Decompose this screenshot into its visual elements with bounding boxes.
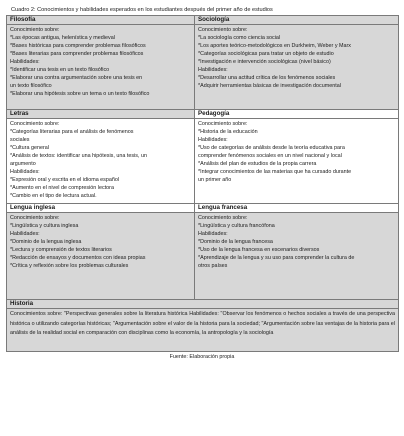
text-line: *Adquirir herramientas básicas de investigación documental bbox=[198, 83, 341, 89]
text-line: Habilidades: bbox=[198, 137, 228, 143]
text-line: *Bases históricas para comprender problemas filosóficos bbox=[10, 43, 146, 49]
text-line: *Cambio en el tipo de lectura actual. bbox=[10, 193, 97, 199]
section-title: Lengua francesa bbox=[195, 204, 398, 213]
text-line: Conocimiento sobre: bbox=[10, 27, 60, 33]
cell-filosofia bbox=[7, 16, 195, 110]
section-title: Filosofía bbox=[7, 16, 194, 25]
text-line: *Uso de categorías de análisis desde la teoría educativa para bbox=[198, 145, 345, 151]
table-row bbox=[7, 110, 399, 204]
source-note: Fuente: Elaboración propia bbox=[169, 354, 235, 360]
text-line: *Cultura general bbox=[10, 145, 49, 151]
text-line: Habilidades: bbox=[10, 169, 40, 175]
text-line: comprender fenómenos sociales en un nivel nacional y local bbox=[198, 153, 342, 159]
text-line: Conocimiento sobre: bbox=[10, 121, 60, 127]
text-line: *Los aportes teórico-metodológicos en Durkheim, Weber y Marx bbox=[198, 43, 352, 49]
text-line: *Uso de la lengua francesa en escenarios diversos bbox=[198, 247, 320, 253]
table-caption: Cuadro 2: Conocimientos y habilidades esperados en los estudiantes después del primer año de estudios bbox=[11, 7, 273, 13]
section-title: Sociología bbox=[195, 16, 398, 25]
section-title: Pedagogía bbox=[195, 110, 398, 119]
section-body bbox=[195, 213, 398, 299]
table-row bbox=[7, 204, 399, 300]
table-row bbox=[7, 300, 399, 352]
cell-inglesa bbox=[7, 204, 195, 300]
text-line: *Redacción de ensayos y documentos con ideas propias bbox=[10, 255, 146, 261]
text-line: Habilidades: bbox=[198, 67, 228, 73]
text-line: *Dominio de la lengua inglesa bbox=[10, 239, 82, 245]
text-line: *Elaborar una contra argumentación sobre una tesis en bbox=[10, 75, 143, 81]
text-line: *Investigación e intervención sociológicas (nivel básico) bbox=[198, 59, 331, 65]
text-line: *Lectura y comprensión de textos literarios bbox=[10, 247, 112, 253]
table-row bbox=[7, 16, 399, 110]
text-line: un primer año bbox=[198, 177, 232, 183]
text-line: argumento bbox=[10, 161, 36, 167]
text-line: *La sociología como ciencia social bbox=[198, 35, 281, 41]
text-line: *Historia de la educación bbox=[198, 129, 258, 135]
cell-sociologia bbox=[195, 16, 399, 110]
text-line: *Bases literarias para comprender problemas filosóficos bbox=[10, 51, 144, 57]
text-line: *Integrar conocimientos de las materias que ha cursado durante bbox=[198, 169, 352, 175]
text-line: *Categorías literarias para el análisis de fenómenos bbox=[10, 129, 134, 135]
text-line: Habilidades: bbox=[10, 231, 40, 237]
section-body bbox=[195, 25, 398, 109]
text-line: *Elaborar una hipótesis sobre un tema o un texto filosófico bbox=[10, 91, 150, 97]
text-line: Conocimiento sobre: bbox=[198, 27, 248, 33]
text-line: *Desarrollar una actitud crítica de los fenómenos sociales bbox=[198, 75, 336, 81]
text-line: Conocimiento sobre: bbox=[198, 215, 248, 221]
text-line: Habilidades: bbox=[198, 231, 228, 237]
text-line: Conocimiento sobre: bbox=[198, 121, 248, 127]
section-body bbox=[195, 119, 398, 203]
section-title: Letras bbox=[7, 110, 194, 119]
text-line: un texto filosófico bbox=[10, 83, 52, 89]
skills-table bbox=[6, 15, 399, 352]
text-line: *Identificar una tesis en un texto filosófico bbox=[10, 67, 110, 73]
text-line: *Análisis del plan de estudios de la propia carrera bbox=[198, 161, 317, 167]
section-title: Historia bbox=[7, 300, 398, 309]
cell-francesa bbox=[195, 204, 399, 300]
section-title: Lengua inglesa bbox=[7, 204, 194, 213]
text-line: *Análisis de textos: identificar una hipótesis, una tesis, un bbox=[10, 153, 147, 159]
text-line: *Lingüística y cultura francófona bbox=[198, 223, 275, 229]
section-body bbox=[7, 119, 194, 203]
text-line: *Aumento en el nivel de compresión lectora bbox=[10, 185, 114, 191]
text-line: sociales bbox=[10, 137, 30, 143]
text-line: *Lingüística y cultura inglesa bbox=[10, 223, 79, 229]
text-line: *Aprendizaje de la lengua y su uso para comprender la cultura de bbox=[198, 255, 355, 261]
cell-pedagogia bbox=[195, 110, 399, 204]
text-line: *Expresión oral y escrita en el idioma español bbox=[10, 177, 120, 183]
text-line: Habilidades: bbox=[10, 59, 40, 65]
text-line: *Crítica y reflexión sobre los problemas culturales bbox=[10, 263, 129, 269]
section-body bbox=[7, 25, 194, 109]
text-line: *Las épocas antigua, helenística y medieval bbox=[10, 35, 115, 41]
text-line: *Dominio de la lengua francesa bbox=[198, 239, 273, 245]
text-line: Conocimiento sobre: bbox=[10, 215, 60, 221]
section-body bbox=[7, 213, 194, 299]
cell-letras bbox=[7, 110, 195, 204]
section-body: Conocimientos sobre: "Perspectivas generales sobre la literatura histórica Habilidades: "Observar los fenómenos o hechos sociales a través de una perspectiva histórica o utilizando categorías históricas; "Argumentación sobre el valor de la historia para la sociedad; "Argumentación sobre las ventajas de la historia para el análisis de la realidad social en comparación con disciplinas como la economía, la antropología y la sociología bbox=[7, 309, 398, 351]
text-line: otros países bbox=[198, 263, 228, 269]
cell-historia bbox=[7, 300, 399, 352]
text-line: *Categorías sociológicas para tratar un objeto de estudio bbox=[198, 51, 334, 57]
